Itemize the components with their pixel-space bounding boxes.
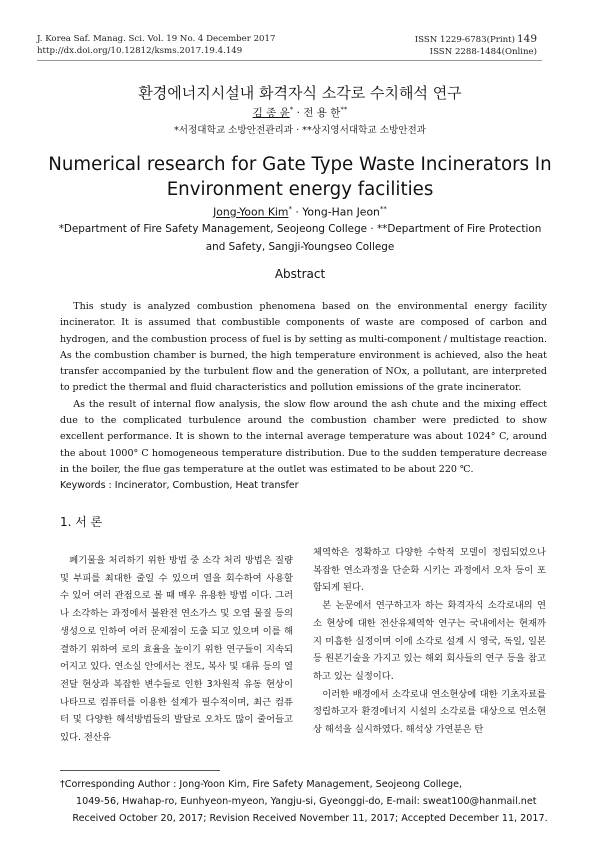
english-author-1: Jong-Yoon Kim <box>213 205 289 219</box>
abstract-heading: Abstract <box>274 267 326 281</box>
english-author-2-mark: ** <box>379 205 387 213</box>
intro-paragraph-3: 이러한 배경에서 소각로내 연소현상에 대한 기초자료를 정립하고자 환경에너지 시설의 소각로를 대상으로 연소현상 해석을 실시하였다. 해석상 가연분은 탄 <box>313 688 546 736</box>
doi-link[interactable]: http://dx.doi.org/10.12812/ksms.2017.19.4.149 <box>37 45 243 56</box>
english-author-1-mark: * <box>288 205 292 213</box>
abstract-body <box>60 299 547 495</box>
korean-author-1: 김 종 윤 <box>252 107 290 119</box>
korean-title: 환경에너지시설내 화격자식 소각로 수치해석 연구 <box>138 84 462 102</box>
issn-print: ISSN 1229-6783(Print) <box>414 35 515 45</box>
footnote <box>60 776 550 827</box>
english-authors <box>0 205 600 219</box>
issn-online: ISSN 2288-1484(Online) <box>429 46 537 57</box>
korean-author-2: 전 용 한 <box>303 107 341 119</box>
submission-dates: Received October 20, 2017; Revision Received November 11, 2017; Accepted December 11, 2017. <box>72 813 548 824</box>
corresponding-author: †Corresponding Author : Jong-Yoon Kim, Fire Safety Management, Seojeong College, <box>60 779 463 790</box>
korean-affiliation: *서정대학교 소방안전관리과 · **상지영서대학교 소방안전과 <box>173 125 427 136</box>
intro-paragraph-continued: 체역학은 정확하고 다양한 수학적 모델이 정립되었으나 복잡한 연소과정을 단순화 시키는 과정에서 오차 등이 포함되게 된다. <box>313 547 546 594</box>
english-affiliation: *Department of Fire Safety Management, Seojeong College · **Department of Fire Protection and Safety, Sangji-Youngseo College <box>58 223 542 253</box>
korean-author-separator: · <box>293 107 304 119</box>
korean-author-1-mark: * <box>289 105 294 114</box>
journal-citation: J. Korea Saf. Manag. Sci. Vol. 19 No. 4 December 2017 <box>37 34 276 44</box>
body-left-column <box>60 552 293 747</box>
korean-authors <box>0 105 600 120</box>
keywords: Keywords : Incinerator, Combustion, Heat transfer <box>60 480 299 492</box>
body-right-column <box>313 544 546 739</box>
journal-header-right <box>415 34 537 58</box>
english-title: Numerical research for Gate Type Waste Incinerators In Environment energy facilities <box>48 154 552 200</box>
header-divider <box>37 60 542 61</box>
abstract-paragraph-1: This study is analyzed combustion phenomena based on the environmental energy facility incinerator. It is assumed that combustible components of waste are composed of carbon and hydrogen, and the combustion process of fuel is by setting as multi-component / multistage reaction. As the combustion chamber is burned, the high temperature environment is achieved, also the heat transfer accompanied by the turbulent flow and the generation of NOx, a pollutant, are interpreted to predict the thermal and fluid characteristics and pollution emissions of the grate incinerator. <box>60 301 547 394</box>
english-author-2: Yong-Han Jeon <box>302 205 380 219</box>
page-number: 149 <box>516 33 537 45</box>
section-heading-introduction: 1. 서 론 <box>60 515 103 529</box>
english-author-separator: · <box>291 205 303 219</box>
journal-header-left <box>37 34 275 57</box>
intro-paragraph-2: 본 논문에서 연구하고자 하는 화격자식 소각로내의 연소 현상에 대한 전산유체역학 연구는 국내에서는 현재까지 미흡한 실정이며 이에 소각로 설계 시 영국, 독일, 일본 등 원본기술을 가지고 있는 해외 회사들의 연구 등을 참고하고 있는 실정이다. <box>313 600 546 682</box>
korean-author-2-mark: ** <box>340 105 348 114</box>
abstract-paragraph-2: As the result of internal flow analysis, the slow flow around the ash chute and the mixing effect due to the complicated turbulence around the combustion chamber were predicted to show excellent performance. It is shown to the internal average temperature was about 1024° C, around the about 1000° C homogeneous temperature distribution. Due to the sudden temperature decrease in the boiler, the flue gas temperature at the outlet was estimated to be about 220 ℃. <box>60 398 547 475</box>
author-address: 1049-56, Hwahap-ro, Eunhyeon-myeon, Yangju-si, Gyeonggi-do, E-mail: sweat100@hanmail.net <box>76 796 537 807</box>
footnote-divider <box>60 770 220 771</box>
intro-paragraph-1: 폐기물을 처리하기 위한 방법 중 소각 처리 방법은 질량 및 부피를 최대한 줄일 수 있으며 열을 회수하여 사용할 수 있어 여러 관점으로 볼 때 매우 유용한 방법 이다. 그러나 소각하는 과정에서 불완전 연소가스 및 오염 물질 등의 생성으로 인하여 여러 문제점이 도출 되고 있으며 이를 해결하기 위하여 로의 효율을 높이기 위한 연구들이 지속되어지고 있다. 연소실 안에서는 전도, 복사 및 대류 등의 열전달 현상과 복잡한 변수들로 인한 3차원적 유동 현상이 나타므로 컴퓨터를 이용한 설계가 필수적이며, 최근 컴퓨터 및 다양한 해석방법들의 발달로 오차도 많이 줄어들고 있다. 전산유 <box>60 555 293 744</box>
